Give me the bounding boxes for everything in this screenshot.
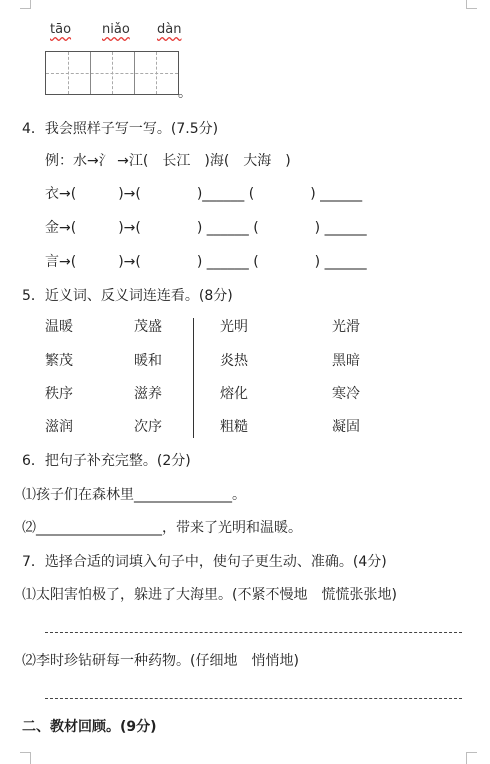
- page-corner-mark: [20, 0, 31, 9]
- q7-answer-line-2[interactable]: [45, 698, 462, 699]
- section-2-heading: 二、教材回顾。(9分): [22, 719, 157, 735]
- q6-sentence-2[interactable]: ⑵__________________，带来了光明和温暖。: [22, 520, 302, 536]
- q5-word[interactable]: 光明: [220, 319, 248, 335]
- q7-sentence-1: ⑴太阳害怕极了，躲进了大海里。(不紧不慢地 慌慌张张地): [22, 587, 397, 603]
- q4-example: 例：水→氵 →江( 长江 )海( 大海 ): [45, 153, 291, 169]
- pinyin-tao: tāo: [50, 22, 72, 37]
- page-corner-mark: [20, 752, 31, 764]
- q4-title: 4．我会照样子写一写。(7.5分): [22, 121, 219, 137]
- q5-word[interactable]: 繁茂: [45, 353, 73, 369]
- q4-row-yan[interactable]: 言→( )→( ) ______ ( ) ______: [45, 254, 367, 270]
- q5-word[interactable]: 熔化: [220, 386, 248, 402]
- q5-word[interactable]: 秩序: [45, 386, 73, 402]
- q5-divider: [193, 318, 194, 438]
- page-corner-mark: [466, 0, 477, 9]
- q5-word[interactable]: 凝固: [332, 419, 360, 435]
- q5-word[interactable]: 粗糙: [220, 419, 248, 435]
- pinyin-niao: niǎo: [102, 22, 130, 37]
- q5-word[interactable]: 温暖: [45, 319, 73, 335]
- q6-sentence-1[interactable]: ⑴孩子们在森林里______________。: [22, 487, 246, 503]
- q4-row-yi[interactable]: 衣→( )→( )______ ( ) ______: [45, 186, 363, 202]
- q5-word[interactable]: 黑暗: [332, 353, 360, 369]
- page-corner-mark: [466, 752, 477, 764]
- q5-word[interactable]: 滋养: [134, 386, 162, 402]
- q7-sentence-2: ⑵李时珍钻研每一种药物。(仔细地 悄悄地): [22, 653, 299, 669]
- q5-word[interactable]: 滋润: [45, 419, 73, 435]
- q5-word[interactable]: 炎热: [220, 353, 248, 369]
- q6-title: 6．把句子补充完整。(2分): [22, 453, 191, 469]
- q5-word[interactable]: 次序: [134, 419, 162, 435]
- q4-row-jin[interactable]: 金→( )→( ) ______ ( ) ______: [45, 220, 367, 236]
- q5-word[interactable]: 暖和: [134, 353, 162, 369]
- q5-word[interactable]: 寒冷: [332, 386, 360, 402]
- q5-word[interactable]: 茂盛: [134, 319, 162, 335]
- character-writing-grid[interactable]: [45, 51, 179, 95]
- pinyin-dan: dàn: [157, 22, 182, 37]
- q7-title: 7．选择合适的词填入句子中，使句子更生动、准确。(4分): [22, 554, 387, 570]
- q5-title: 5．近义词、反义词连连看。(8分): [22, 288, 233, 304]
- grid-period: 。: [178, 85, 192, 101]
- q7-answer-line-1[interactable]: [45, 632, 462, 633]
- q5-word[interactable]: 光滑: [332, 319, 360, 335]
